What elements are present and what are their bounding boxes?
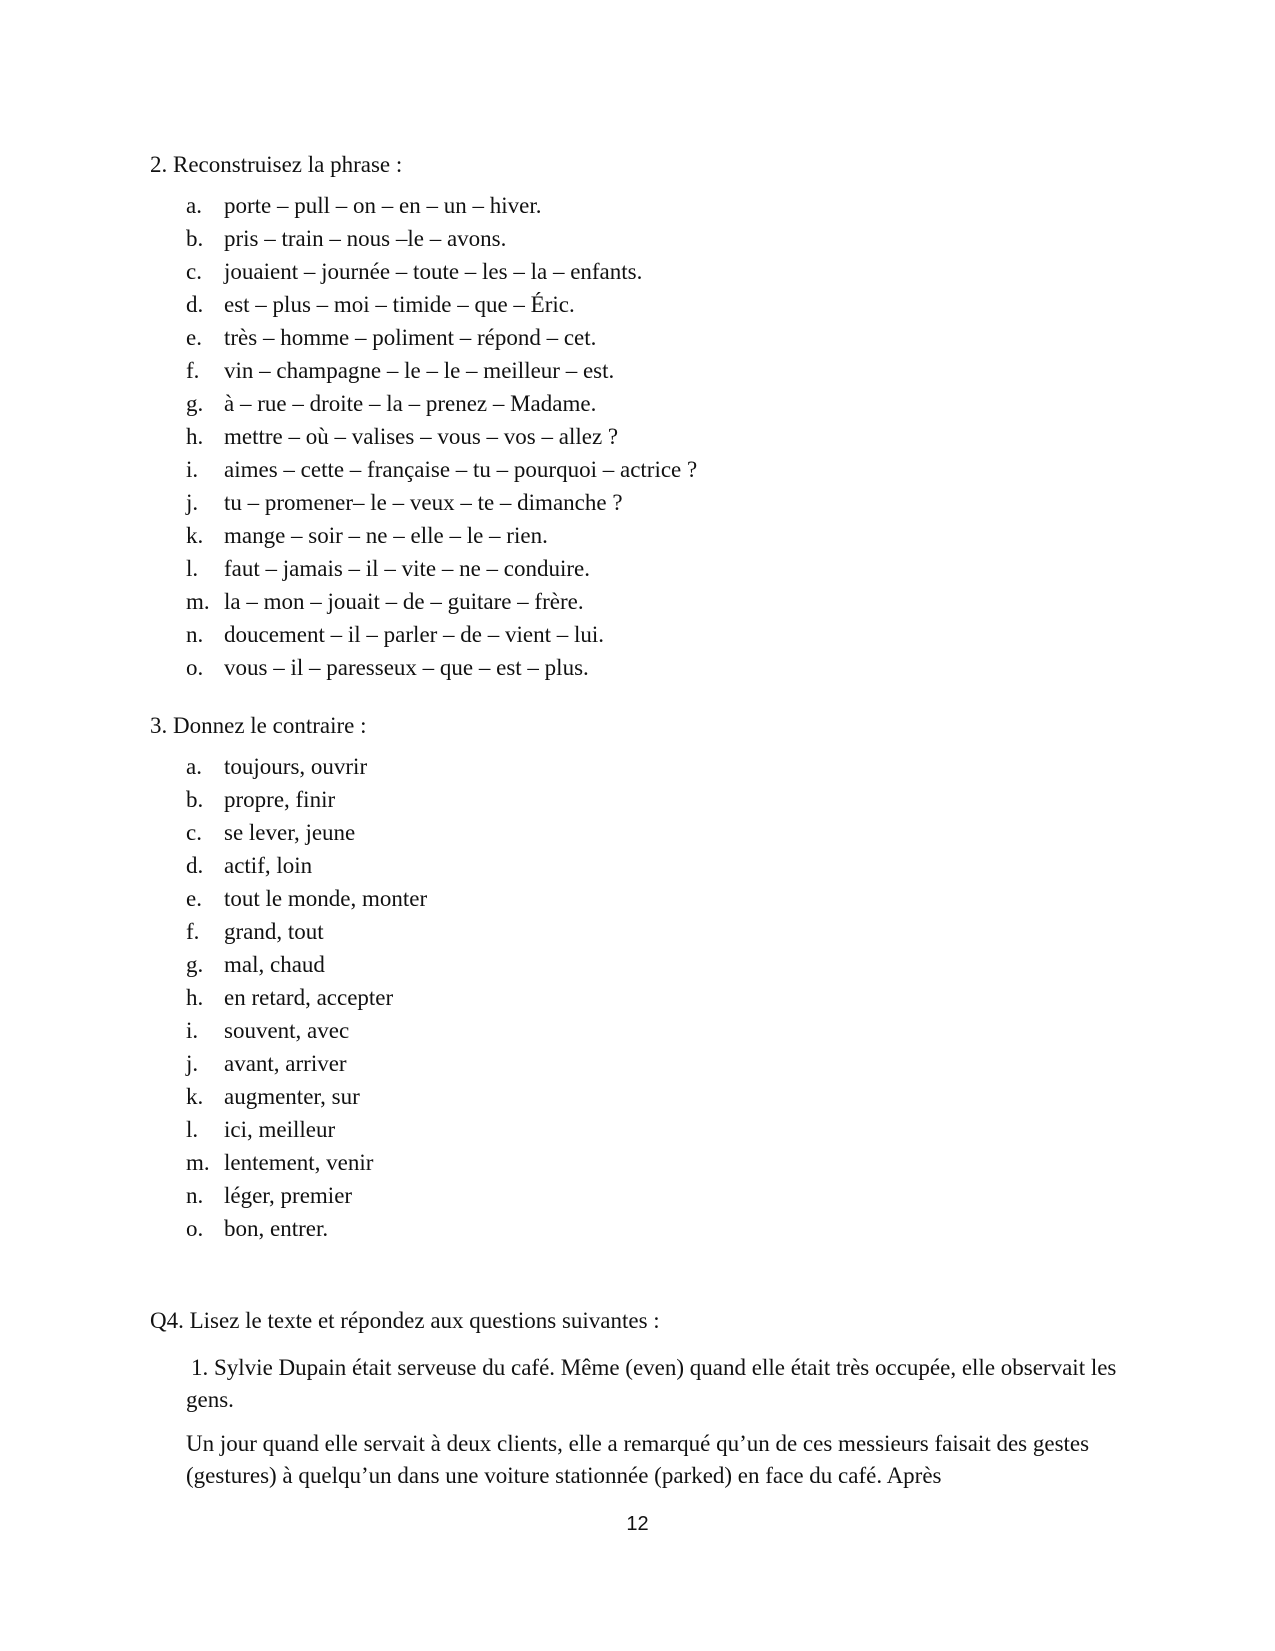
list-marker: o. bbox=[186, 655, 204, 680]
list-marker: g. bbox=[186, 391, 204, 416]
list-item bbox=[186, 819, 427, 852]
list-marker: b. bbox=[186, 226, 204, 251]
list-marker: d. bbox=[186, 292, 204, 317]
list-item bbox=[186, 555, 697, 588]
list-marker: c. bbox=[186, 259, 202, 284]
list-item bbox=[186, 324, 697, 357]
list-item bbox=[186, 456, 697, 489]
list-item-text: bon, entrer. bbox=[224, 1216, 329, 1241]
list-item-text: tout le monde, monter bbox=[224, 886, 428, 911]
list-marker: i. bbox=[186, 1018, 199, 1043]
list-item bbox=[186, 786, 427, 819]
list-item-text: jouaient – journée – toute – les – la – enfants. bbox=[224, 259, 643, 284]
list-item-text: souvent, avec bbox=[224, 1018, 350, 1043]
list-item-text: aimes – cette – française – tu – pourquoi – actrice ? bbox=[224, 457, 698, 482]
list-item-text: vin – champagne – le – le – meilleur – est. bbox=[224, 358, 615, 383]
question-4-title: Q4. Lisez le texte et répondez aux questions suivantes : bbox=[150, 1308, 660, 1333]
reading-paragraph-2: Un jour quand elle servait à deux clients, elle a remarqué qu’un de ces messieurs faisait des gestes (gestures) à quelqu’un dans une voiture stationnée (parked) en face du café. Après bbox=[186, 1431, 1090, 1488]
list-item-text: mettre – où – valises – vous – vos – allez ? bbox=[224, 424, 619, 449]
list-item bbox=[186, 753, 427, 786]
list-marker: j. bbox=[186, 1051, 199, 1076]
list-item bbox=[186, 258, 697, 291]
list-item-text: est – plus – moi – timide – que – Éric. bbox=[224, 292, 575, 317]
list-marker: m. bbox=[186, 589, 210, 614]
list-item-text: actif, loin bbox=[224, 853, 313, 878]
list-item bbox=[186, 390, 697, 423]
list-item-text: la – mon – jouait – de – guitare – frère. bbox=[224, 589, 584, 614]
list-item bbox=[186, 357, 697, 390]
list-marker: e. bbox=[186, 325, 202, 350]
list-item-text: tu – promener– le – veux – te – dimanche ? bbox=[224, 490, 623, 515]
list-marker: o. bbox=[186, 1216, 204, 1241]
list-marker: h. bbox=[186, 424, 204, 449]
list-item bbox=[186, 522, 697, 555]
list-item-text: propre, finir bbox=[224, 787, 336, 812]
exercise-3-list bbox=[186, 753, 427, 1248]
list-marker: f. bbox=[186, 919, 200, 944]
list-marker: e. bbox=[186, 886, 202, 911]
list-marker: n. bbox=[186, 1183, 204, 1208]
list-item-text: toujours, ouvrir bbox=[224, 754, 368, 779]
list-marker: d. bbox=[186, 853, 204, 878]
list-item bbox=[186, 423, 697, 456]
list-marker: n. bbox=[186, 622, 204, 647]
list-item-text: vous – il – paresseux – que – est – plus. bbox=[224, 655, 589, 680]
list-item-text: se lever, jeune bbox=[224, 820, 356, 845]
list-item bbox=[186, 621, 697, 654]
list-item-text: grand, tout bbox=[224, 919, 324, 944]
list-item bbox=[186, 1149, 427, 1182]
list-item-text: porte – pull – on – en – un – hiver. bbox=[224, 193, 542, 218]
list-item bbox=[186, 852, 427, 885]
list-marker: l. bbox=[186, 556, 199, 581]
list-marker: m. bbox=[186, 1150, 210, 1175]
list-marker: a. bbox=[186, 193, 202, 218]
list-item-text: lentement, venir bbox=[224, 1150, 374, 1175]
exercise-3-title: 3. Donnez le contraire : bbox=[150, 713, 367, 738]
list-item-text: ici, meilleur bbox=[224, 1117, 336, 1142]
list-item bbox=[186, 1050, 427, 1083]
list-item bbox=[186, 984, 427, 1017]
list-item bbox=[186, 1017, 427, 1050]
list-marker: h. bbox=[186, 985, 204, 1010]
exercise-2-list bbox=[186, 192, 697, 687]
list-marker: b. bbox=[186, 787, 204, 812]
list-item bbox=[186, 489, 697, 522]
list-item bbox=[186, 588, 697, 621]
list-marker: k. bbox=[186, 523, 204, 548]
list-item-text: mange – soir – ne – elle – le – rien. bbox=[224, 523, 548, 548]
list-marker: j. bbox=[186, 490, 199, 515]
list-item bbox=[186, 1215, 427, 1248]
list-item bbox=[186, 1116, 427, 1149]
list-item-text: léger, premier bbox=[224, 1183, 353, 1208]
list-item bbox=[186, 654, 697, 687]
list-item bbox=[186, 1083, 427, 1116]
list-item-text: à – rue – droite – la – prenez – Madame. bbox=[224, 391, 597, 416]
list-item bbox=[186, 192, 697, 225]
reading-paragraph-1: 1. Sylvie Dupain était serveuse du café. Même (even) quand elle était très occupée, elle observait les gens. bbox=[186, 1355, 1117, 1412]
list-item-text: en retard, accepter bbox=[224, 985, 394, 1010]
list-marker: g. bbox=[186, 952, 204, 977]
list-item-text: augmenter, sur bbox=[224, 1084, 360, 1109]
list-marker: l. bbox=[186, 1117, 199, 1142]
list-marker: i. bbox=[186, 457, 199, 482]
list-item-text: faut – jamais – il – vite – ne – conduire. bbox=[224, 556, 590, 581]
list-item-text: pris – train – nous –le – avons. bbox=[224, 226, 507, 251]
list-item bbox=[186, 1182, 427, 1215]
list-item bbox=[186, 951, 427, 984]
list-item-text: mal, chaud bbox=[224, 952, 325, 977]
list-marker: c. bbox=[186, 820, 202, 845]
list-marker: f. bbox=[186, 358, 200, 383]
list-marker: a. bbox=[186, 754, 202, 779]
exercise-2-title: 2. Reconstruisez la phrase : bbox=[150, 152, 403, 177]
page-number: 12 bbox=[626, 1513, 649, 1535]
list-marker: k. bbox=[186, 1084, 204, 1109]
list-item bbox=[186, 291, 697, 324]
list-item bbox=[186, 885, 427, 918]
list-item bbox=[186, 225, 697, 258]
list-item bbox=[186, 918, 427, 951]
list-item-text: doucement – il – parler – de – vient – lui. bbox=[224, 622, 605, 647]
list-item-text: très – homme – poliment – répond – cet. bbox=[224, 325, 597, 350]
list-item-text: avant, arriver bbox=[224, 1051, 347, 1076]
